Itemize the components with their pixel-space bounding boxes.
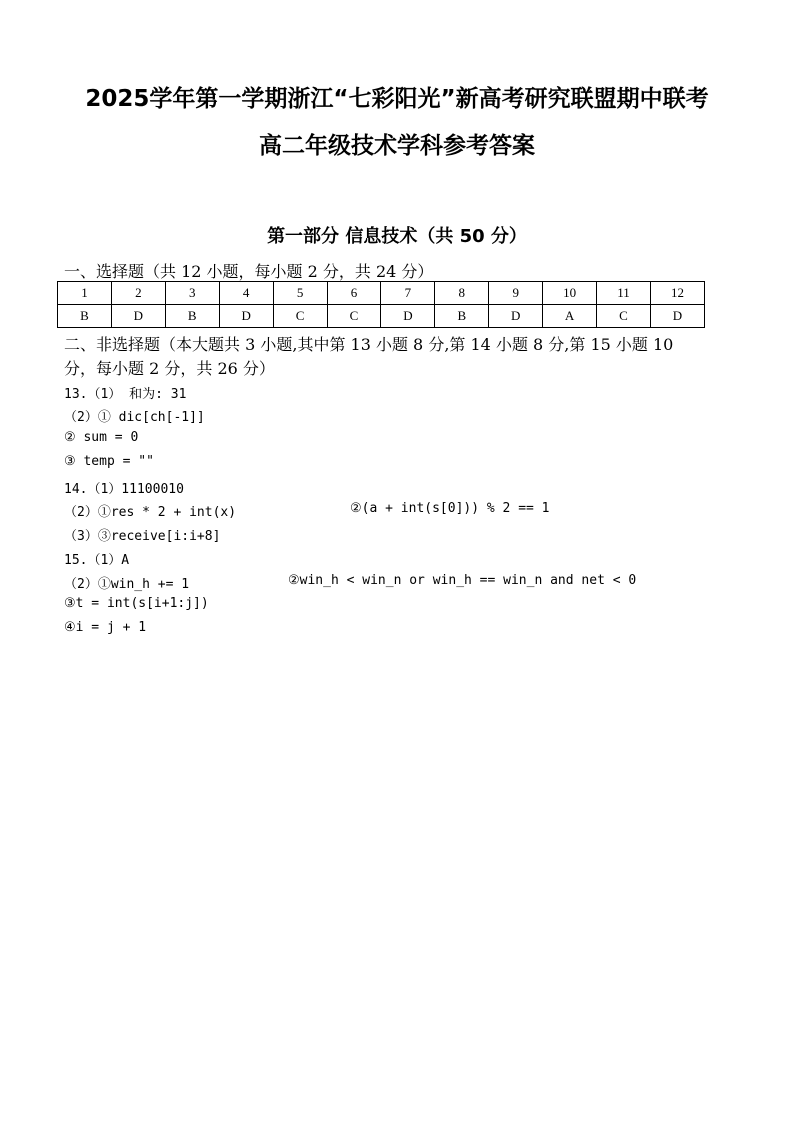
question-number: 1	[58, 282, 112, 305]
answer-cell: D	[381, 305, 435, 328]
section2-heading-line1: 二、非选择题（本大题共 3 小题,其中第 13 小题 8 分,第 14 小题 8 分,第 15 小题 10	[64, 335, 674, 354]
answer-row	[58, 305, 705, 328]
question-number: 4	[219, 282, 273, 305]
answer-cell: C	[597, 305, 651, 328]
q15-answer-4: ④i = j + 1	[64, 620, 147, 635]
answer-cell: D	[111, 305, 165, 328]
question-number: 5	[273, 282, 327, 305]
q15-answer-3: ③t = int(s[i+1:j])	[64, 596, 209, 611]
answer-cell: A	[543, 305, 597, 328]
q14-answer-2b: ②(a + int(s[0])) % 2 == 1	[350, 501, 550, 516]
question-number: 2	[111, 282, 165, 305]
document-subtitle: 高二年级技术学科参考答案	[259, 133, 535, 159]
answer-cell: B	[435, 305, 489, 328]
answer-cell: C	[327, 305, 381, 328]
answer-cell: D	[489, 305, 543, 328]
q14-answer-2a: （2）①res * 2 + int(x)	[64, 505, 237, 520]
question-number: 12	[650, 282, 704, 305]
q13-answer-1: 13.（1） 和为: 31	[64, 387, 187, 402]
document-title: 2025学年第一学期浙江“七彩阳光”新高考研究联盟期中联考	[85, 86, 709, 112]
q15-answer-2b: ②win_h < win_n or win_h == win_n and net < 0	[288, 573, 637, 588]
question-number: 9	[489, 282, 543, 305]
question-number-row	[58, 282, 705, 305]
q14-answer-3: （3）③receive[i:i+8]	[64, 529, 221, 544]
question-number: 7	[381, 282, 435, 305]
answer-cell: D	[650, 305, 704, 328]
section1-heading: 一、选择题（共 12 小题，每小题 2 分，共 24 分）	[64, 262, 434, 281]
answer-cell: B	[58, 305, 112, 328]
answer-cell: B	[165, 305, 219, 328]
answer-cell: C	[273, 305, 327, 328]
part1-heading: 第一部分 信息技术（共 50 分）	[267, 226, 527, 247]
section2-heading-line2: 分，每小题 2 分，共 26 分）	[64, 359, 275, 378]
question-number: 3	[165, 282, 219, 305]
q15-answer-2a: （2）①win_h += 1	[64, 577, 190, 592]
q13-answer-4: ③ temp = ""	[64, 454, 154, 469]
question-number: 10	[543, 282, 597, 305]
answer-cell: D	[219, 305, 273, 328]
question-number: 6	[327, 282, 381, 305]
q14-answer-1: 14.（1）11100010	[64, 482, 184, 497]
question-number: 11	[597, 282, 651, 305]
question-number: 8	[435, 282, 489, 305]
answer-table	[57, 281, 705, 328]
q15-answer-1: 15.（1）A	[64, 553, 130, 568]
q13-answer-3: ② sum = 0	[64, 430, 139, 445]
q13-answer-2: （2）① dic[ch[-1]]	[64, 410, 205, 425]
